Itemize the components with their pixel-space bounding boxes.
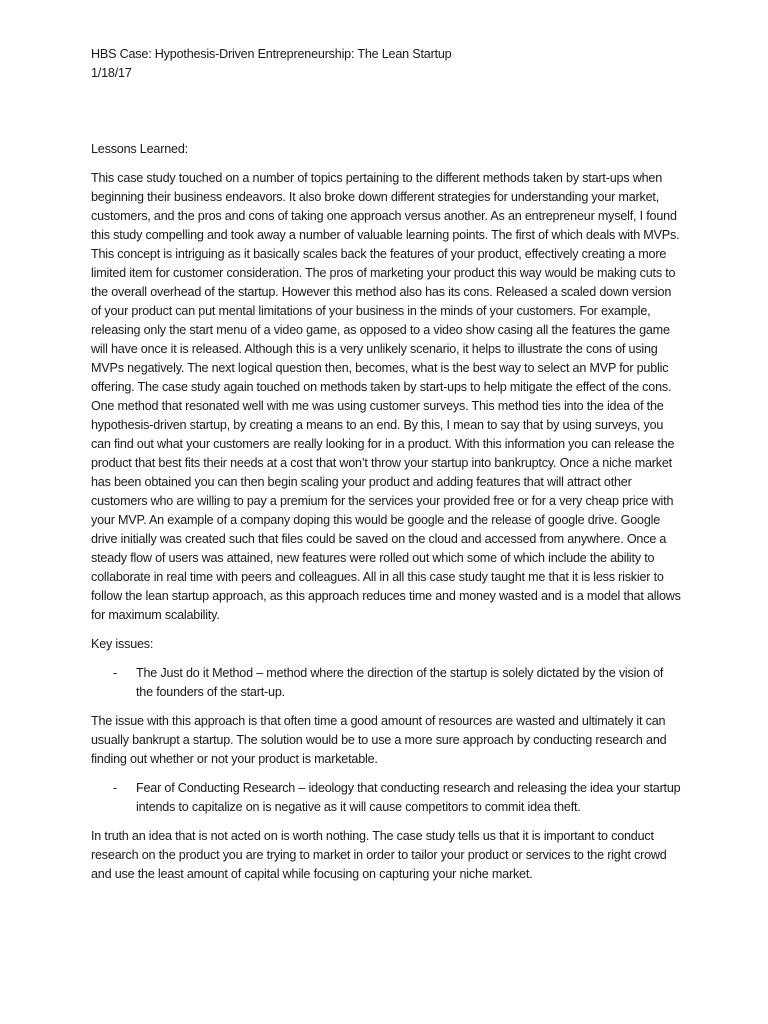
issue-text: The Just do it Method – method where the direction of the startup is solely dictated by the vision of the founders of the start-up. — [136, 666, 664, 699]
document-title: HBS Case: Hypothesis-Driven Entrepreneurship: The Lean Startup — [91, 47, 452, 61]
header-spacer — [91, 83, 683, 140]
issue-discussion: In truth an idea that is not acted on is worth nothing. The case study tells us that it is important to conduct research on the product you are trying to market in order to tailor your product or services to the right crowd and use the least amount of capital while focusing on capturing your niche market. — [91, 829, 667, 881]
document-date: 1/18/17 — [91, 66, 132, 80]
lessons-paragraph: This case study touched on a number of topics pertaining to the different methods taken by start-ups when beginning their business endeavors. It also broke down different strategies for understanding your market, customers, and the pros and cons of taking one approach versus another. As an entrepreneur myself, I found this study compelling and took away a number of valuable learning points. The first of which deals with MVPs. This concept is intriguing as it basically scales back the features of your product, effectively creating a more limited item for customer consideration. The pros of marketing your product this way would be making cuts to the overall overhead of the startup. However this method also has its cons. Released a scaled down version of your product can put mental limitations of your business in the minds of your customers. For example, releasing only the start menu of a video game, as opposed to a video show casing all the features the game will have once it is released. Although this is a very unlikely scenario, it helps to illustrate the cons of using MVPs negatively. The next logical question then, becomes, what is the best way to select an MVP for public offering. The case study again touched on methods taken by start-ups to help mitigate the effect of the cons. One method that resonated well with me was using customer surveys. This method ties into the idea of the hypothesis-driven startup, by creating a means to an end. By this, I mean to say that by using surveys, you can find out what your customers are really looking for in a product. With this information you can release the product that best fits their needs at a cost that won’t throw your startup into bankruptcy. Once a niche market has been obtained you can then begin scaling your product and adding features that will attract other customers who are willing to pay a premium for the services your provided free or for a very cheap price with your MVP. An example of a company doping this would be google and the release of google drive. Google drive initially was created such that files could be saved on the cloud and accessed from anywhere. Once a steady flow of users was attained, new features were rolled out which some of which include the ability to collaborate in real time with peers and colleagues. All in all this case study taught me that it is less riskier to follow the lean startup approach, as this approach reduces time and money wasted and is a model that allows for maximum scalability. — [91, 171, 681, 622]
key-issues-heading: Key issues: — [91, 637, 154, 651]
issue-discussion: The issue with this approach is that often time a good amount of resources are wasted and ultimately it can usually bankrupt a startup. The solution would be to use a more sure approach by conducting research and finding out whether or not your product is marketable. — [91, 714, 667, 766]
bullet-marker: - — [113, 666, 117, 680]
document-body — [91, 45, 683, 894]
issue-bullet — [91, 779, 683, 817]
issue-bullet — [91, 664, 683, 702]
lessons-heading: Lessons Learned: — [91, 142, 188, 156]
bullet-marker: - — [113, 781, 117, 795]
issue-text: Fear of Conducting Research – ideology that conducting research and releasing the idea your startup intends to capitalize on is negative as it will cause competitors to commit idea theft. — [136, 781, 681, 814]
